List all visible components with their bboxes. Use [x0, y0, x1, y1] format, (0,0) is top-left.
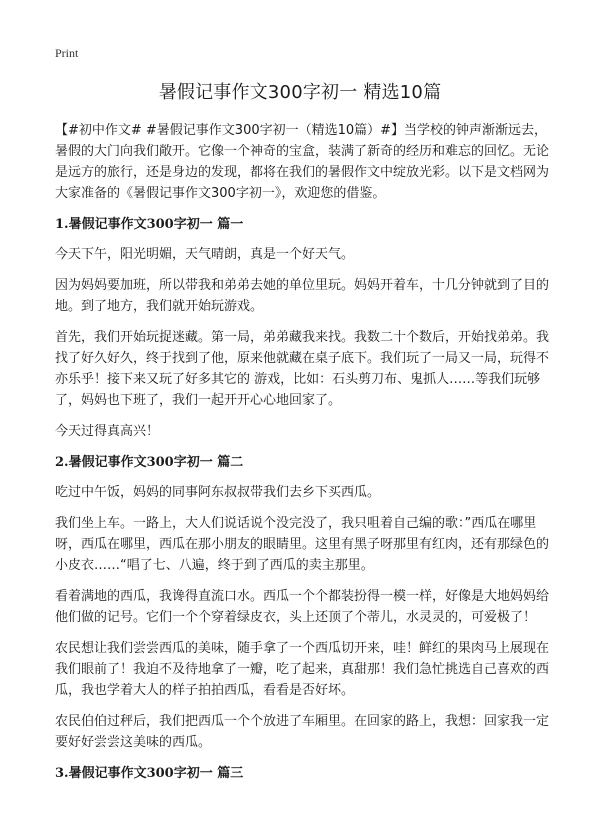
section-heading-3: 3.暑假记事作文300字初一 篇三: [55, 766, 244, 781]
paragraph: 我们坐上车。一路上，大人们说话说个没完没了，我只咀着自己编的歌：”西瓜在哪里呀，西瓜在哪里，西瓜在那小朋友的眼睛里。这里有黑子呀那里有红肉，还有那绿色的小皮衣……“唱了七、八遍，终于到了西瓜的卖主那里。: [55, 516, 550, 573]
paragraph: 首先，我们开始玩捉迷藏。第一局，弟弟藏我来找。我数二十个数后，开始找弟弟。我找了好久好久，终于找到了他，原来他就藏在桌子底下。我们玩了一局又一局，玩得不亦乐乎！接下来又玩了好多其它的 游戏，比如：石头剪刀布、鬼抓人……等我们玩够了，妈妈也下班了，我们一起开开心心地回家了。: [55, 330, 550, 408]
section-heading-2: 2.暑假记事作文300字初一 篇二: [55, 455, 244, 470]
paragraph: 农民想让我们尝尝西瓜的美味，随手拿了一个西瓜切开来，哇！鲜红的果肉马上展现在我们眼前了！我迫不及待地拿了一瓣，吃了起来，真甜那！我们急忙挑选自己喜欢的西瓜，我也学着大人的样子拍拍西瓜，看看是否好坏。: [55, 641, 550, 698]
section-heading-1: 1.暑假记事作文300字初一 篇一: [55, 217, 244, 232]
article-body: [55, 120, 550, 793]
paragraph: 农民伯伯过秤后，我们把西瓜一个个放进了车厢里。在回家的路上，我想：回家我一定要好好尝尝这美味的西瓜。: [55, 714, 550, 750]
print-label: Print: [55, 46, 79, 60]
paragraph: 今天下午，阳光明媚，天气晴朗，真是一个好天气。: [55, 247, 355, 262]
paragraph: 吃过中午饭，妈妈的同事阿东叔叔带我们去乡下买西瓜。: [55, 485, 381, 500]
intro-paragraph: 【#初中作文# #暑假记事作文300字初一（精选10篇）#】当学校的钟声渐渐远去，暑假的大门向我们敞开。它像一个神奇的宝盒，装满了新奇的经历和难忘的回忆。无论是远方的旅行，还是身边的发现，都将在我们的暑假作文中绽放光彩。以下是文档网为大家准备的《暑假记事作文300字初一》，欢迎您的借鉴。: [55, 123, 550, 201]
page-title: 暑假记事作文300字初一 精选10篇: [158, 82, 442, 103]
paragraph: 今天过得真高兴！: [55, 424, 160, 439]
paragraph: 因为妈妈要加班，所以带我和弟弟去她的单位里玩。妈妈开着车，十几分钟就到了目的地。到了地方，我们就开始玩游戏。: [55, 278, 550, 314]
paragraph: 看着满地的西瓜，我谗得直流口水。西瓜一个个都装扮得一模一样，好像是大地妈妈给他们做的记号。它们一个个穿着绿皮衣，头上还顶了个蒂儿，水灵灵的，可爱极了！: [55, 589, 550, 625]
